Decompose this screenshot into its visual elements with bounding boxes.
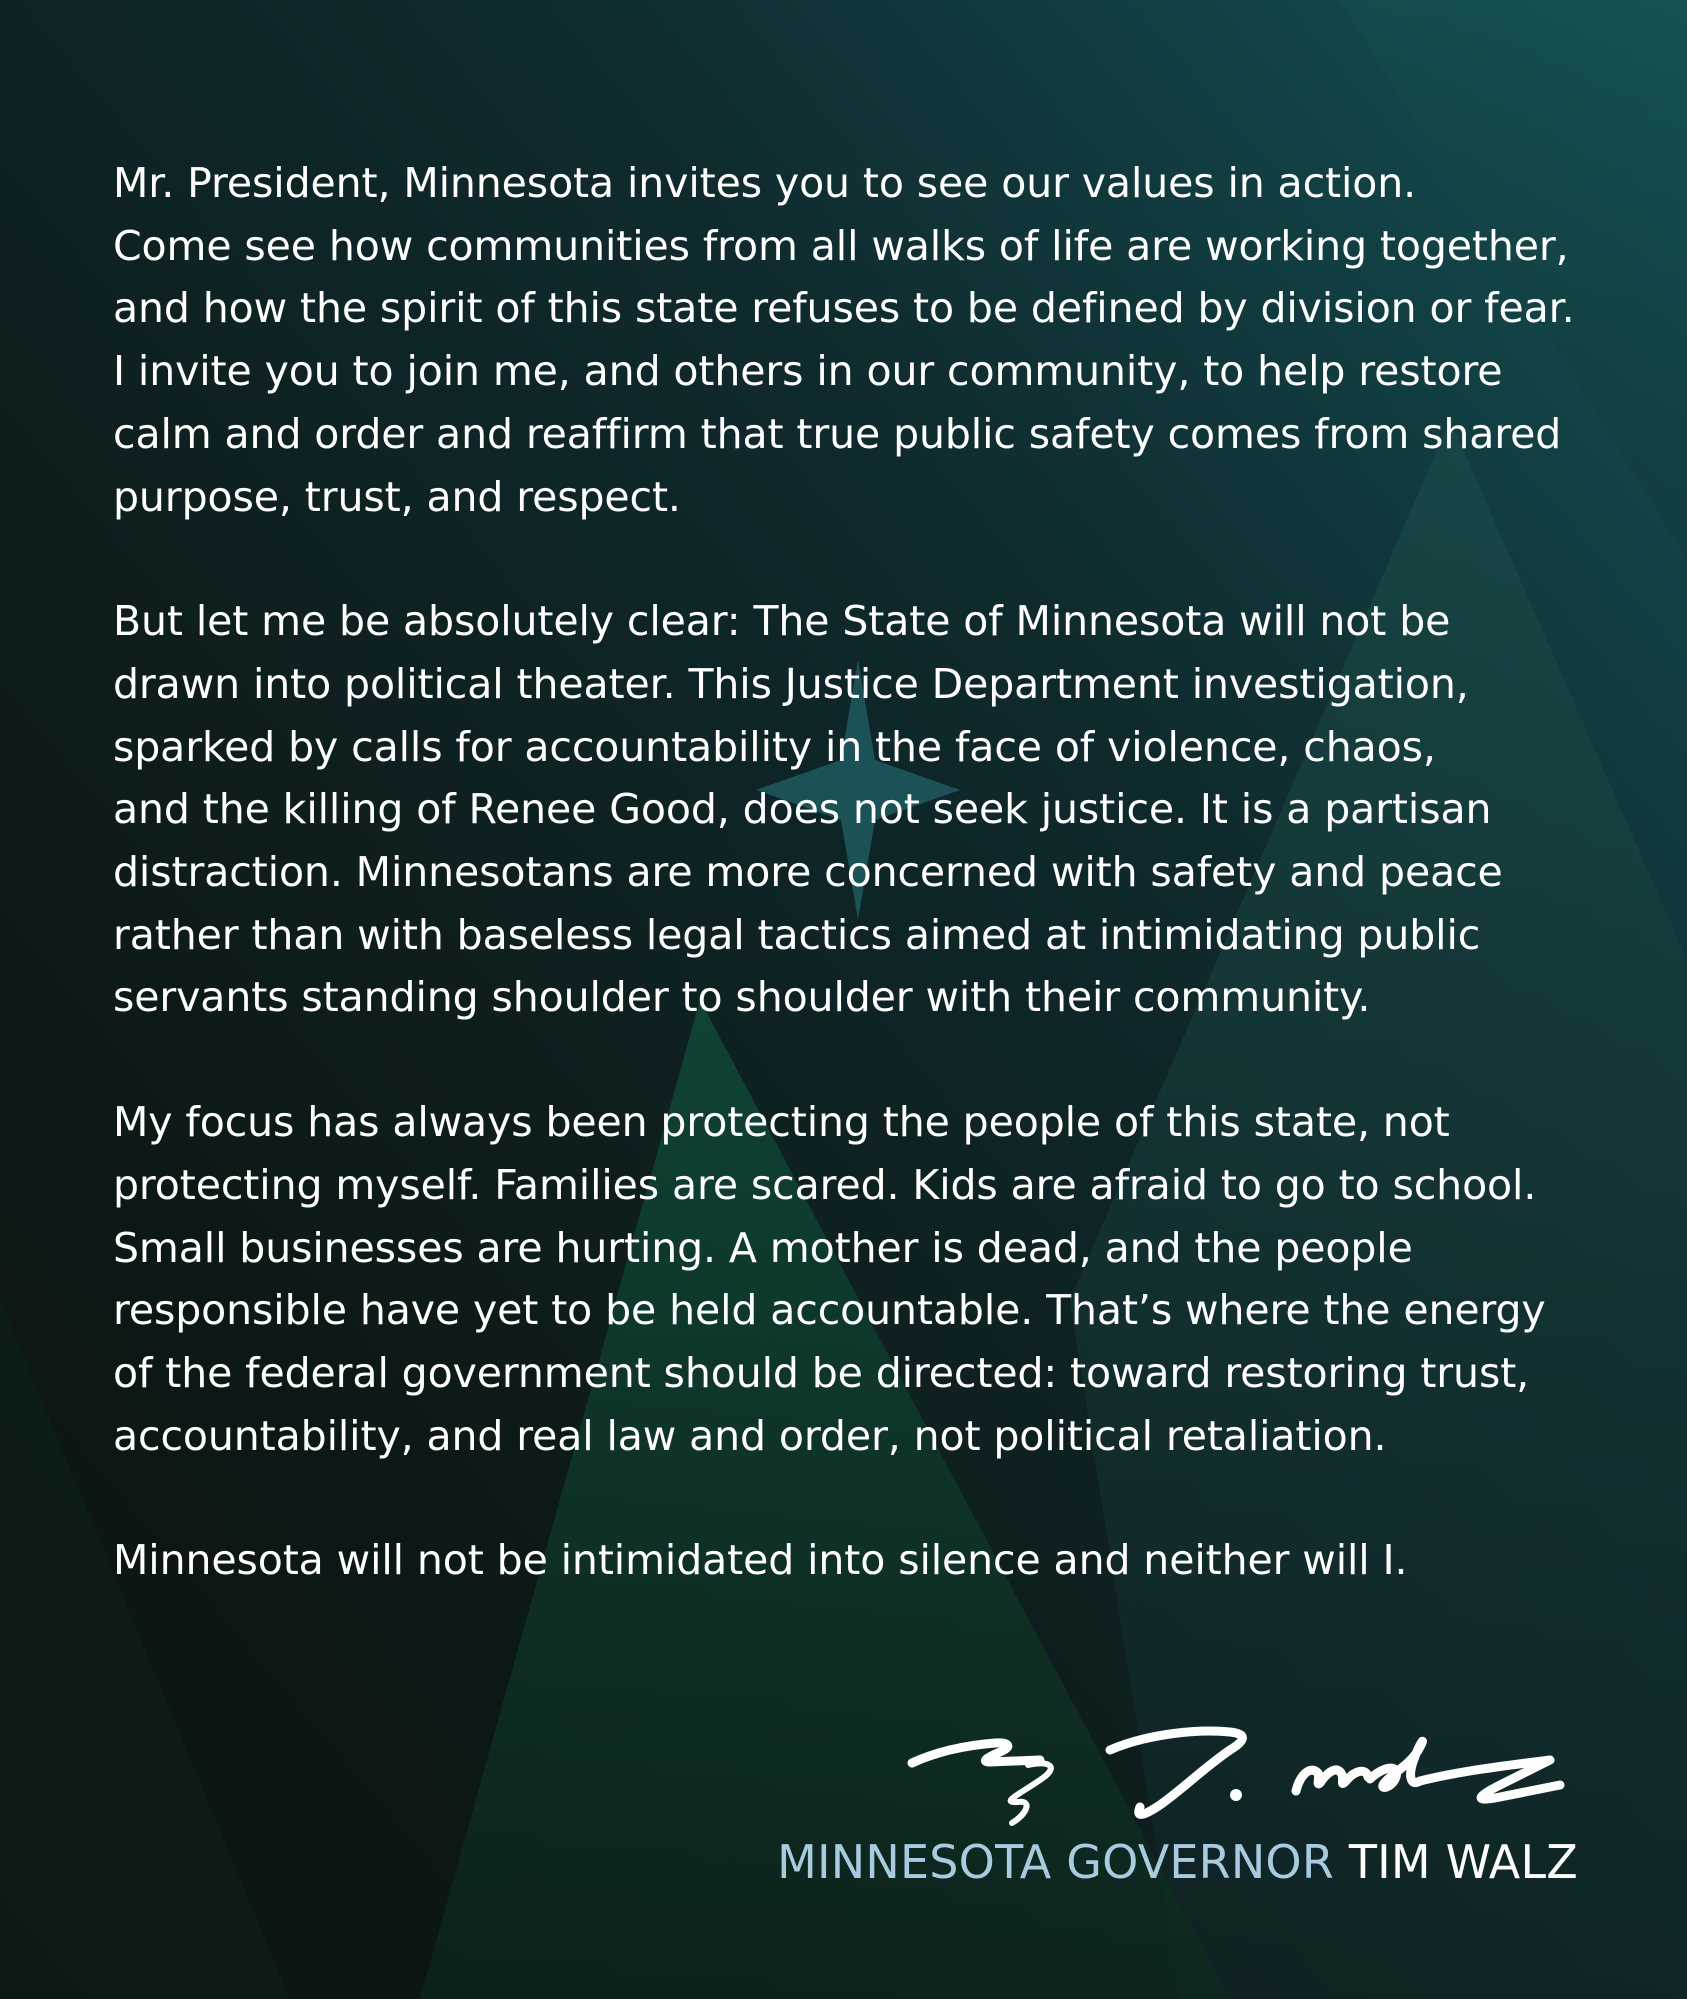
handwritten-signature [900, 1705, 1580, 1835]
paragraph-closing: Minnesota will not be intimidated into silence and neither will I. [113, 1536, 1408, 1585]
signature-caption [758, 1835, 1578, 1889]
governor-name: TIM WALZ [1348, 1835, 1578, 1889]
governor-title: MINNESOTA GOVERNOR [777, 1835, 1335, 1889]
paragraph-invitation: Mr. President, Minnesota invites you to see our values in action. Come see how communities from all walks of life are working together, and how the spirit of this state refuses to be defined by division or fear. I invite you to join me, and others in our community, to help restore calm and order and reaffirm that true public safety comes from shared purpose, trust, and respect. [113, 159, 1575, 521]
paragraph-focus: My focus has always been protecting the people of this state, not protecting myself. Families are scared. Kids are afraid to go to school. Small businesses are hurting. A mother is dead, and the people responsible have yet to be held accountable. That’s where the energy of the federal government should be directed: toward restoring trust, accountability, and real law and order, not political retaliation. [113, 1098, 1546, 1460]
letter-body [113, 152, 1593, 1592]
paragraph-political-theater: But let me be absolutely clear: The State of Minnesota will not be drawn into political theater. This Justice Department investigation, sparked by calls for accountability in the face of violence, chaos, and the killing of Renee Good, does not seek justice. It is a partisan distraction. Minnesotans are more concerned with safety and peace rather than with baseless legal tactics aimed at intimidating public servants standing shoulder to shoulder with their community. [113, 597, 1503, 1022]
